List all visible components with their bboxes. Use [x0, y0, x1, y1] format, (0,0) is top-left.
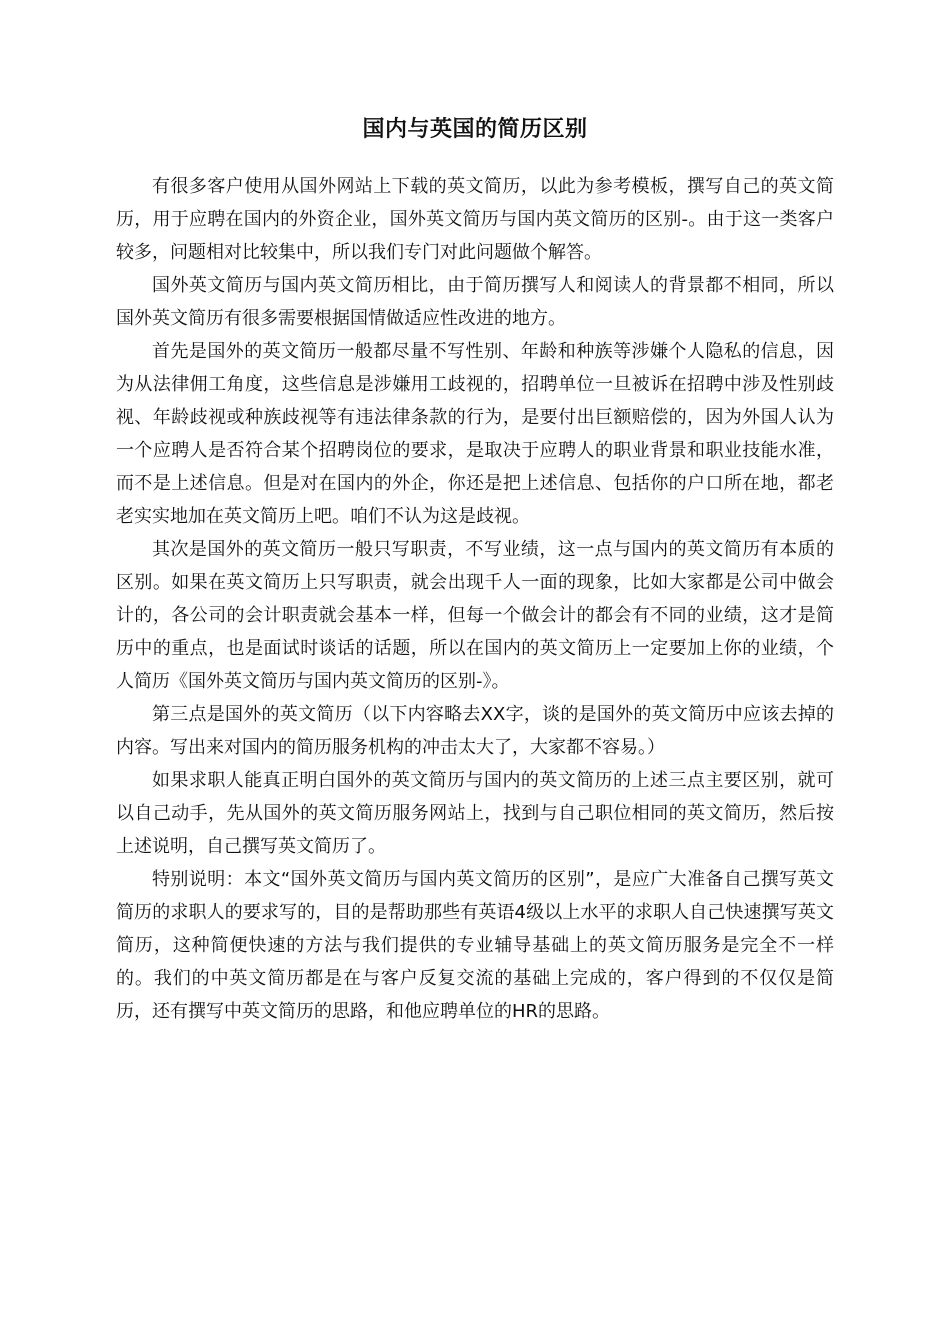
- paragraph-intro: 有很多客户使用从国外网站上下载的英文简历，以此为参考模板，撰写自己的英文简历，用于应聘在国内的外资企业，国外英文简历与国内英文简历的区别-。由于这一类客户较多，问题相对比较集中，所以我们专门对此问题做个解答。: [116, 176, 834, 263]
- paragraph-special-note: 特别说明：本文“国外英文简历与国内英文简历的区别”，是应广大准备自己撰写英文简历的求职人的要求写的，目的是帮助那些有英语4级以上水平的求职人自己快速撰写英文简历，这种简便快速的方法与我们提供的专业辅导基础上的英文简历服务是完全不一样的。我们的中英文简历都是在与客户反复交流的基础上完成的，客户得到的不仅仅是简历，还有撰写中英文简历的思路，和他应聘单位的HR的思路。: [116, 869, 834, 1022]
- paragraph-second-point: 其次是国外的英文简历一般只写职责，不写业绩，这一点与国内的英文简历有本质的区别。如果在英文简历上只写职责，就会出现千人一面的现象，比如大家都是公司中做会计的，各公司的会计职责就会基本一样，但每一个做会计的都会有不同的业绩，这才是简历中的重点，也是面试时谈话的话题，所以在国内的英文简历上一定要加上你的业绩，个人简历《国外英文简历与国内英文简历的区别-》。: [116, 539, 834, 692]
- document-title: 国内与英国的简历区别: [362, 117, 588, 142]
- paragraph-conclusion: 如果求职人能真正明白国外的英文简历与国内的英文简历的上述三点主要区别，就可以自己动手，先从国外的英文简历服务网站上，找到与自己职位相同的英文简历，然后按上述说明，自己撰写英文简历了。: [116, 770, 834, 857]
- paragraph-comparison: 国外英文简历与国内英文简历相比，由于简历撰写人和阅读人的背景都不相同，所以国外英文简历有很多需要根据国情做适应性改进的地方。: [116, 275, 834, 329]
- paragraph-first-point: 首先是国外的英文简历一般都尽量不写性别、年龄和种族等涉嫌个人隐私的信息，因为从法律佣工角度，这些信息是涉嫌用工歧视的，招聘单位一旦被诉在招聘中涉及性别歧视、年龄歧视或种族歧视等有违法律条款的行为，是要付出巨额赔偿的，因为外国人认为一个应聘人是否符合某个招聘岗位的要求，是取决于应聘人的职业背景和职业技能水准，而不是上述信息。但是对在国内的外企，你还是把上述信息、包括你的户口所在地，都老老实实地加在英文简历上吧。咱们不认为这是歧视。: [116, 341, 834, 527]
- paragraph-third-point: 第三点是国外的英文简历（以下内容略去XX字，谈的是国外的英文简历中应该去掉的内容。写出来对国内的简历服务机构的冲击太大了，大家都不容易。）: [116, 704, 834, 758]
- document-body: [116, 170, 834, 1028]
